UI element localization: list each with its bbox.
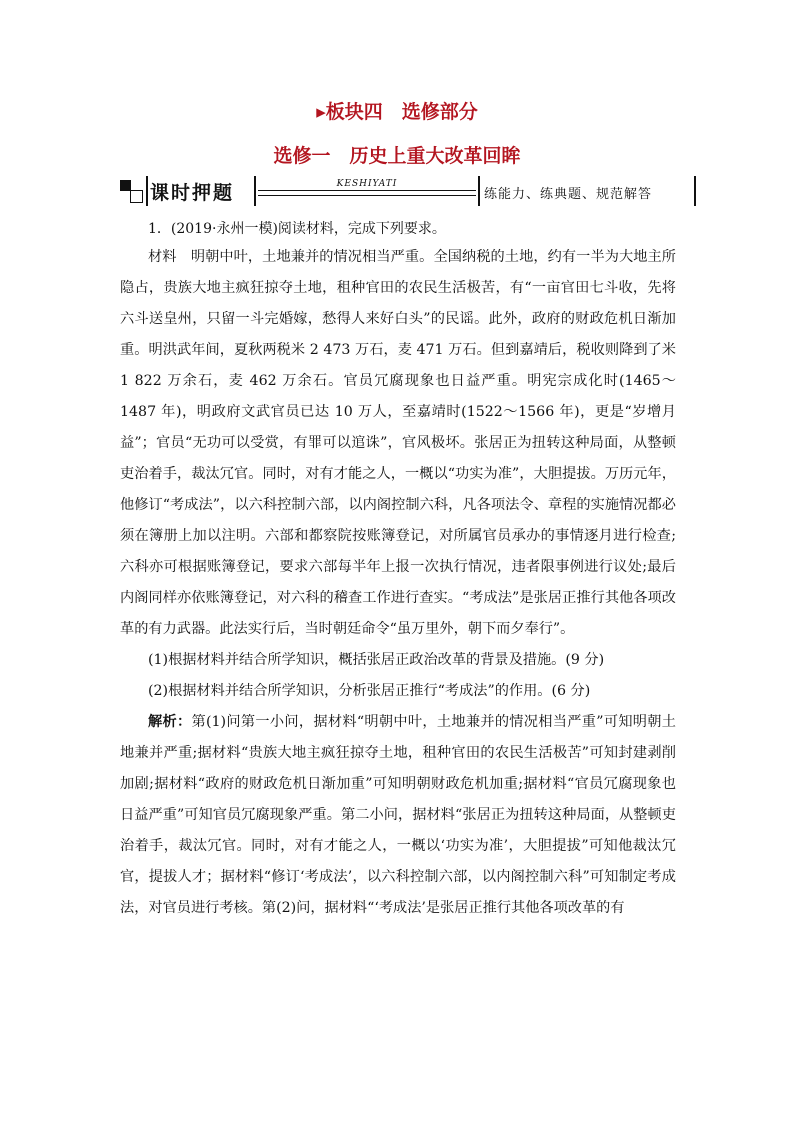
lesson-banner — [118, 176, 698, 206]
banner-slogan: 练能力、练典题、规范解答 — [484, 187, 653, 202]
square-mark-icon — [118, 178, 144, 204]
section-title: ▸板块四 选修部分 — [316, 101, 478, 123]
chapter-subtitle: 选修一 历史上重大改革回眸 — [273, 145, 521, 167]
sub-question-2: (2)根据材料并结合所学知识，分析张居正推行“考成法”的作用。(6 分) — [148, 683, 591, 699]
banner-label: 课时押题 — [150, 182, 235, 204]
question-content — [120, 242, 676, 924]
analysis-text: 第(1)问第一小问，据材料“明朝中叶，土地兼并的情况相当严重”可知明朝土地兼并严重;据材料“贵族大地主疯狂掠夺土地，租种官田的农民生活极苦”可知封建剥削加剧;据材料“政府的财政危机日渐加重”可知明朝财政危机加重;据材料“官员冗腐现象也日益严重”可知官员冗腐现象严重。第二小问，据材料“张居正为扭转这种局面，从整顿吏治着手，裁汰冗官。同时，对有才能之人，一概以‘功实为准’，大胆提拔”可知他裁汰冗官，提拔人才；据材料“修订‘考成法’，以六科控制六部，以内阁控制六科”可知制定考成法，对官员进行考核。第(2)问，据材料“‘考成法’是张居正推行其他各项改革的有 — [120, 714, 676, 916]
material-paragraph: 材料 明朝中叶，土地兼并的情况相当严重。全国纳税的土地，约有一半为大地主所隐占，贵族大地主疯狂掠夺土地，租种官田的农民生活极苦，有“一亩官田七斗收，先将六斗送皇州，只留一斗完婚嫁，愁得人来好白头”的民谣。此外，政府的财政危机日渐加重。明洪武年间，夏秋两税米 2 473 万石，麦 471 万石。但到嘉靖后，税收则降到了米 1 822 万余石，麦 462 万余石。官员冗腐现象也日益严重。明宪宗成化时(1465～1487 年)，明政府文武官员已达 10 万人，至嘉靖时(1522～1566 年)，更是“岁增月益”；官员“无功可以受赏，有罪可以逭诛”，官风极坏。张居正为扭转这种局面，从整顿吏治着手，裁汰冗官。同时，对有才能之人，一概以“功实为准”，大胆提拔。万历元年，他修订“考成法”，以六科控制六部，以内阁控制六科，凡各项法令、章程的实施情况都必须在簿册上加以注明。六部和都察院按账簿登记，对所属官员承办的事情逐月进行检查;六科亦可根据账簿登记，要求六部每半年上报一次执行情况，违者限事例进行议处;最后内阁同样亦依账簿登记，对六科的稽查工作进行查实。“考成法”是张居正推行其他各项改革的有力武器。此法实行后，当时朝廷命令“虽万里外，朝下而夕奉行”。 — [120, 249, 676, 637]
question-stem: 1．(2019·永州一模)阅读材料，完成下列要求。 — [148, 221, 446, 237]
analysis-label: 解析： — [148, 714, 192, 730]
banner-pinyin: KESHIYATI — [336, 179, 398, 189]
sub-question-1: (1)根据材料并结合所学知识，概括张居正政治改革的背景及措施。(9 分) — [148, 652, 605, 668]
analysis-paragraph — [120, 707, 676, 924]
